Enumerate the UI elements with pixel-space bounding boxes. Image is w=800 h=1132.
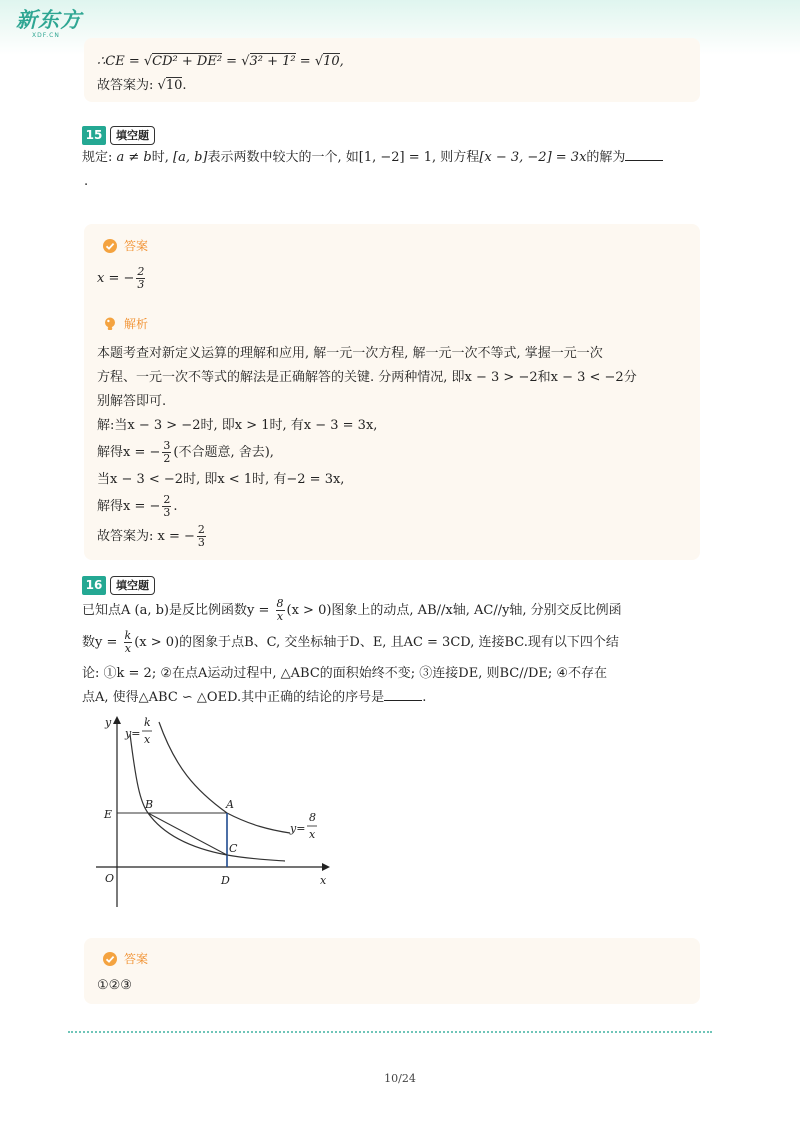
text: 故答案为: x = − [97,529,195,544]
text: 答案 [124,952,149,966]
text: 解得x = − [97,499,161,514]
text: ∴CE = [97,54,144,69]
x-axis-arrow [322,863,330,871]
analysis-line-8 [97,522,208,552]
text: 3 [163,439,171,452]
text: [a, b] [173,150,208,165]
text: 2 [163,452,171,465]
q16-stem-line-2 [82,628,619,658]
text: 2 [137,265,145,278]
y-axis-label: y [105,716,112,729]
q16-stem-line-3: 论: ①k = 2; ②在点A运动过程中, △ABC的面积始终不变; ③连接DE, 则BC//DE; ④不存在 [82,666,608,681]
point-A-label: A [226,798,234,811]
text: 3² + 1² [249,54,296,69]
text: x [124,642,131,655]
question-number-16: 16 [82,576,106,595]
q16-function-graph [80,712,340,912]
text: 2 [163,493,171,506]
check-badge-icon [102,951,118,967]
curve-8-label-num: 8 [309,811,316,824]
q16-stem-line-4 [82,686,426,710]
q16-answer-card [84,938,700,1004]
q15-answer-value [97,264,147,294]
answer-blank [384,688,422,701]
text: = [222,54,242,69]
text: (x > 0)的图象于点B、C, 交坐标轴于D、E, 且AC = 3CD, 连接BC.现有以下四个结 [134,635,619,650]
curve-8-label-den: x [309,828,316,841]
text: . [182,78,187,93]
text: 解得x = − [97,445,161,460]
curve-k-label-num: k [144,716,151,729]
logo-sub: XDF.CN [32,32,60,39]
point-B-label: B [145,798,154,811]
analysis-line-5 [97,438,274,468]
point-C-label: C [229,842,238,855]
analysis-heading [102,316,148,332]
text: [x − 3, −2] = 3x [479,150,587,165]
q16-answer-value: ①②③ [97,978,132,993]
y-axis-arrow [113,716,121,724]
lightbulb-icon [102,316,118,332]
text: (x > 0)图象上的动点, AB//x轴, AC//y轴, 分别交反比例函 [286,603,622,618]
text: = [295,54,315,69]
q16-stem-line-1 [82,596,622,626]
curve-k-label-lhs: y= [125,727,141,740]
text: 2 [197,523,205,536]
text: 规定: [82,150,117,165]
question-type-badge: 填空题 [110,576,155,595]
text: x [276,610,284,623]
text: k [124,629,132,642]
analysis-line-4: 解:当x − 3 > −2时, 即x > 1时, 有x − 3 = 3x, [97,418,378,433]
fraction [276,598,285,623]
fraction [162,494,171,519]
text: 已知点A (a, b)是反比例函数y = [82,603,274,618]
analysis-line-6: 当x − 3 < −2时, 即x < 1时, 有−2 = 3x, [97,472,345,487]
q15-answer-card [84,224,700,560]
text: 10 [323,54,340,69]
footer-divider [68,1031,712,1033]
fraction [162,440,171,465]
analysis-line-1: 本题考查对新定义运算的理解和应用, 解一元一次方程, 解一元一次不等式, 掌握一元一次 [97,346,603,361]
fraction [197,524,206,549]
q15-stem-tail: . [84,174,89,189]
logo-text: 新东方 [16,8,82,32]
prev-solution-line1: ∴CE = √CD² + DE² = √3² + 1² = √10, [97,54,344,69]
question-type-badge: 填空题 [110,126,155,145]
text: 的解为 [586,150,626,165]
fraction [124,630,133,655]
text: 表示两数中较大的一个, 如 [207,150,359,165]
text: 时, [151,150,174,165]
text: 3 [197,536,205,549]
text: 3 [137,278,145,291]
text: 答案 [124,239,149,253]
text: 点A, 使得△ABC ∽ △OED.其中正确的结论的序号是 [82,690,385,705]
text: 数y = [82,635,122,650]
text: 解析 [124,317,149,331]
curve-k-label-den: x [144,733,151,746]
curve-8-label-lhs: y= [290,822,306,835]
page-number: 10/24 [384,1072,416,1085]
xdf-logo [16,8,86,42]
prev-solution-line2: 故答案为: √10. [97,78,187,93]
x-axis-label: x [320,874,327,887]
answer-heading [102,238,148,254]
check-badge-icon [102,238,118,254]
text: (不合题意, 舍去), [173,445,274,460]
origin-label: O [105,872,115,885]
text: a ≠ b [116,150,152,165]
text: x = − [97,271,135,286]
analysis-line-7 [97,492,178,522]
point-E-label: E [104,808,113,821]
point-D-label: D [221,874,230,887]
prev-solution-card [84,38,700,102]
q15-stem [82,148,663,168]
text: 故答案为: [97,78,158,93]
question-number-15: 15 [82,126,106,145]
text: . [173,499,178,514]
analysis-line-2: 方程、一元一次不等式的解法是正确解答的关键. 分两种情况, 即x − 3 > −2和x − 3 < −2分 [97,370,637,385]
answer-heading [102,951,148,967]
fraction [136,266,145,291]
answer-blank [625,148,663,161]
text: 8 [276,597,284,610]
text: 10 [165,78,183,93]
curve-y-8-over-x [159,722,290,833]
text: [1, −2] = 1 [358,150,433,165]
analysis-line-3: 别解答即可. [97,394,167,409]
text: , 则方程 [432,150,480,165]
segment-BC [148,813,227,855]
text: , [339,54,344,69]
text: 3 [163,506,171,519]
text: . [422,690,427,705]
text: CD² + DE² [152,54,223,69]
